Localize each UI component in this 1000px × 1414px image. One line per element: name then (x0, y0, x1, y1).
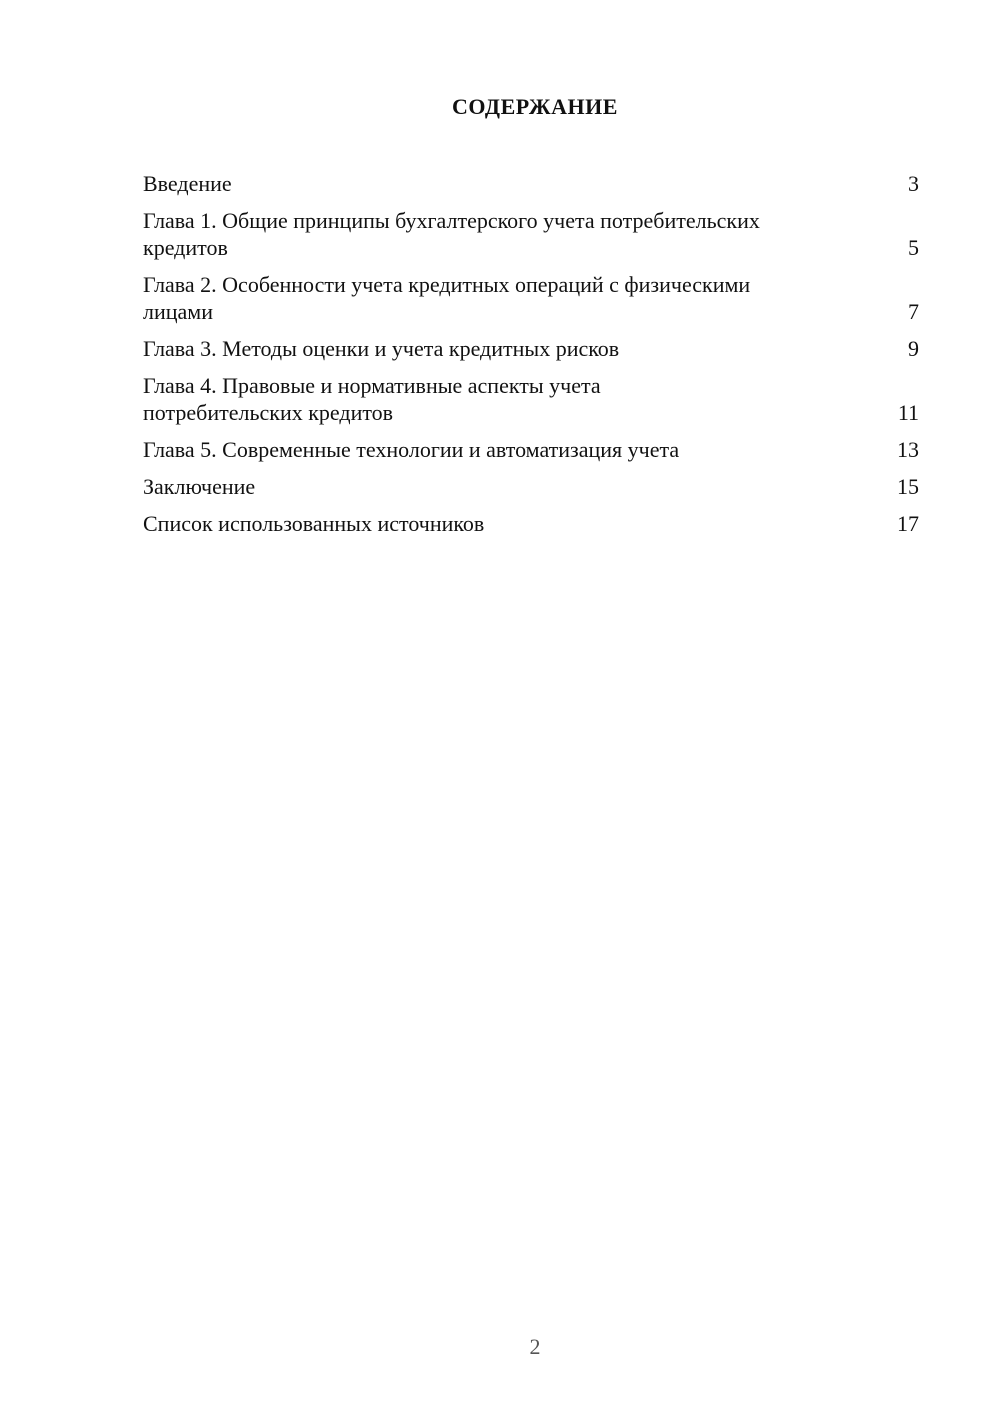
toc-item-chapter-4 (143, 372, 919, 426)
toc-item-text: Глава 4. Правовые и нормативные аспекты учета потребительских кредитов (143, 373, 601, 425)
toc-title: СОДЕРЖАНИЕ (452, 94, 618, 119)
toc-item-page: 9 (908, 336, 919, 361)
toc-item-text: Список использованных источников (143, 511, 485, 536)
toc-item-text: Глава 3. Методы оценки и учета кредитных рисков (143, 336, 620, 361)
toc-item-references (143, 510, 919, 537)
toc-item-chapter-3 (143, 335, 919, 362)
toc-item-text: Глава 5. Современные технологии и автоматизация учета (143, 437, 680, 462)
toc-item-chapter-5 (143, 436, 919, 463)
toc-list (143, 170, 919, 547)
page-number: 2 (529, 1334, 541, 1359)
toc-item-page: 13 (897, 437, 919, 462)
toc-item-page: 3 (908, 171, 919, 196)
toc-item-page: 17 (897, 511, 919, 536)
toc-item-text: Введение (143, 171, 232, 196)
toc-item-page: 11 (897, 400, 919, 425)
toc-item-page: 15 (897, 474, 919, 499)
toc-item-text: Заключение (143, 474, 256, 499)
toc-item-page: 7 (908, 299, 919, 324)
toc-item-introduction (143, 170, 919, 197)
toc-item-text: Глава 1. Общие принципы бухгалтерского учета потребительских кредитов (143, 208, 760, 260)
toc-item-page: 5 (908, 235, 919, 260)
toc-item-chapter-1 (143, 207, 919, 261)
toc-item-conclusion (143, 473, 919, 500)
toc-item-chapter-2 (143, 271, 919, 325)
toc-item-text: Глава 2. Особенности учета кредитных операций с физическими лицами (143, 272, 751, 324)
